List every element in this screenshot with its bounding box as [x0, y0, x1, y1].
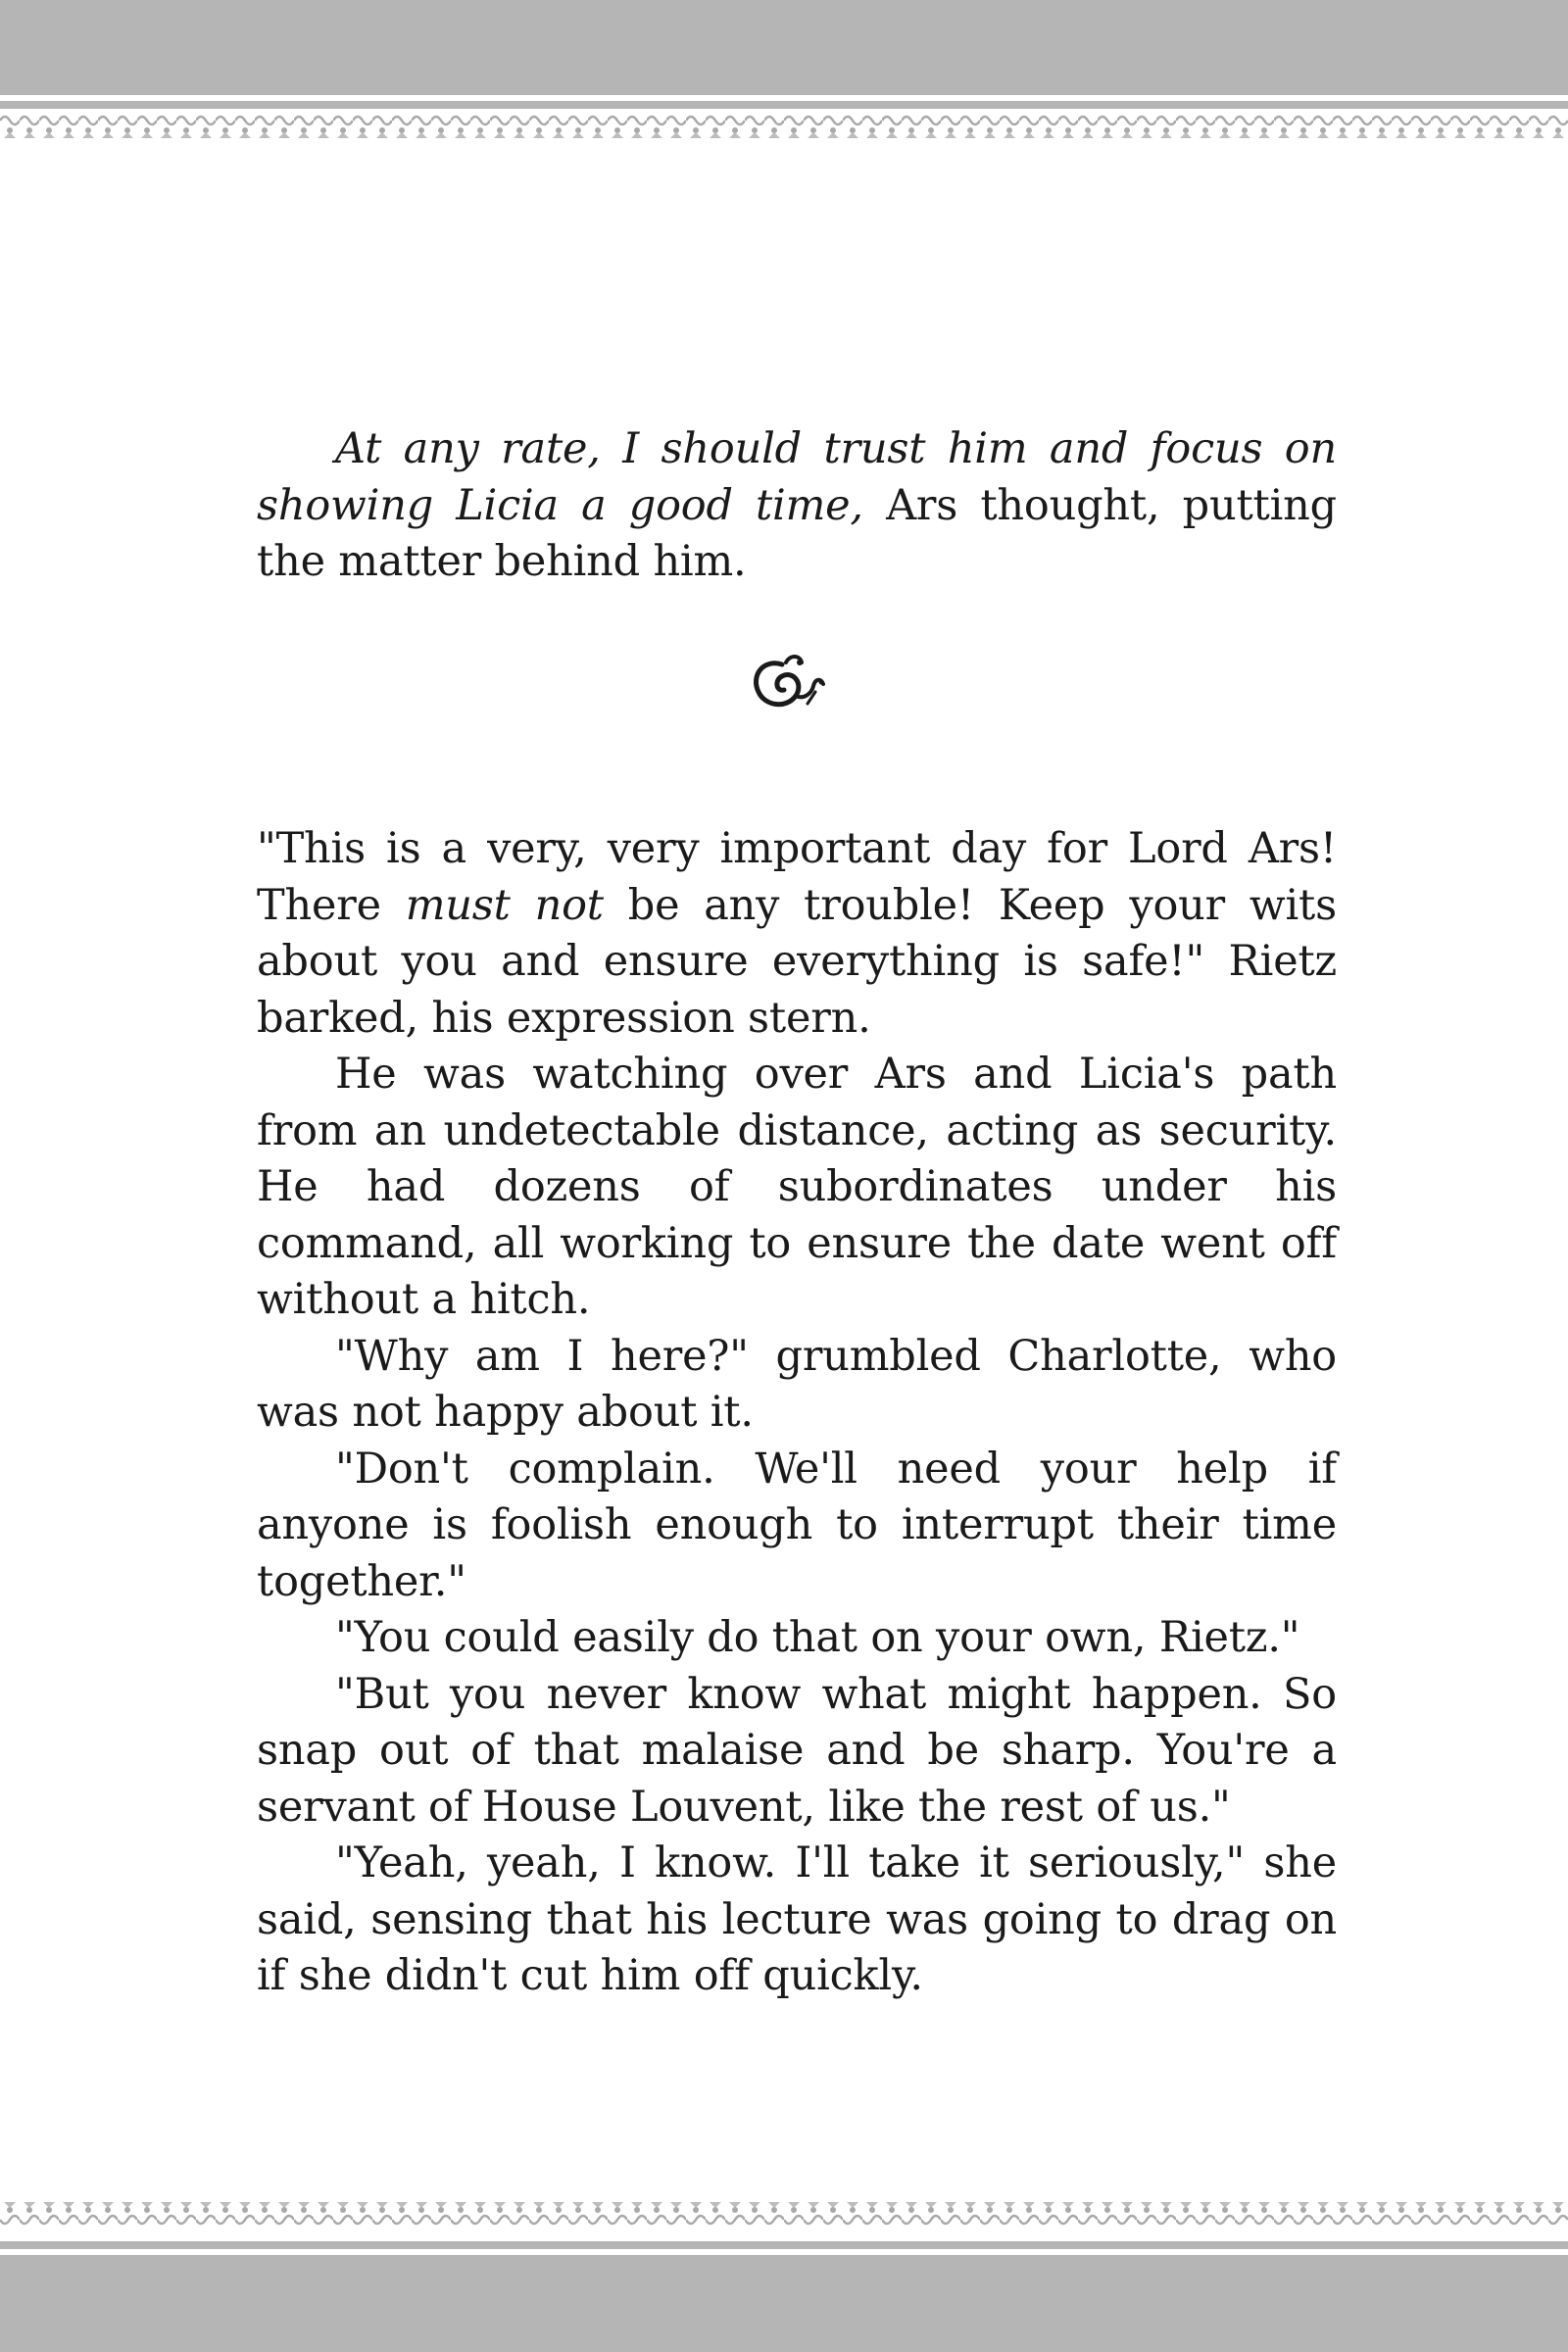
top-border-line: [0, 101, 1568, 109]
bottom-ornament-strip: [0, 2192, 1568, 2231]
paragraph-7: "Yeah, yeah, I know. I'll take it seriously," she said, sensing that his lecture was going to drag on if she didn't cut him off quickly.: [257, 1838, 1337, 2000]
intro-rest: Ars thought, putting the matter behind him.: [257, 480, 1337, 586]
paragraph-1-emphasis: must not: [405, 880, 604, 930]
fleuron-scroll-icon: [743, 649, 827, 719]
paragraph-4: "Don't complain. We'll need your help if anyone is foolish enough to interrupt their time together.": [257, 1444, 1337, 1606]
paragraph-1-part-a: "This is a very, very important day for Lord Ars! There: [257, 824, 1337, 930]
intro-paragraph-block: [257, 421, 1337, 591]
main-text-block: [257, 821, 1337, 2005]
bottom-border-line: [0, 2241, 1568, 2249]
paragraph-1: [257, 821, 1337, 1047]
top-ornament-strip: [0, 109, 1568, 148]
paragraph-5: "You could easily do that on your own, Rietz.": [335, 1613, 1300, 1662]
paragraph-3: "Why am I here?" grumbled Charlotte, who was not happy about it.: [257, 1331, 1337, 1437]
bottom-border-band: [0, 2255, 1568, 2352]
intro-thought-italic: At any rate, I should trust him and focus on showing Licia a good time,: [257, 424, 1337, 530]
paragraph-6: "But you never know what might happen. So snap out of that malaise and be sharp. You're a servant of House Louvent, like the rest of us.": [257, 1669, 1337, 1832]
top-border-band: [0, 0, 1568, 95]
paragraph-1-part-b: be any trouble! Keep your wits about you and ensure everything is safe!" Rietz barked, his expression stern.: [257, 880, 1337, 1043]
paragraph-2: He was watching over Ars and Licia's path from an undetectable distance, acting as security. He had dozens of subordinates under his command, all working to ensure the date went off without a hitch.: [257, 1050, 1337, 1324]
intro-paragraph: [257, 421, 1337, 591]
